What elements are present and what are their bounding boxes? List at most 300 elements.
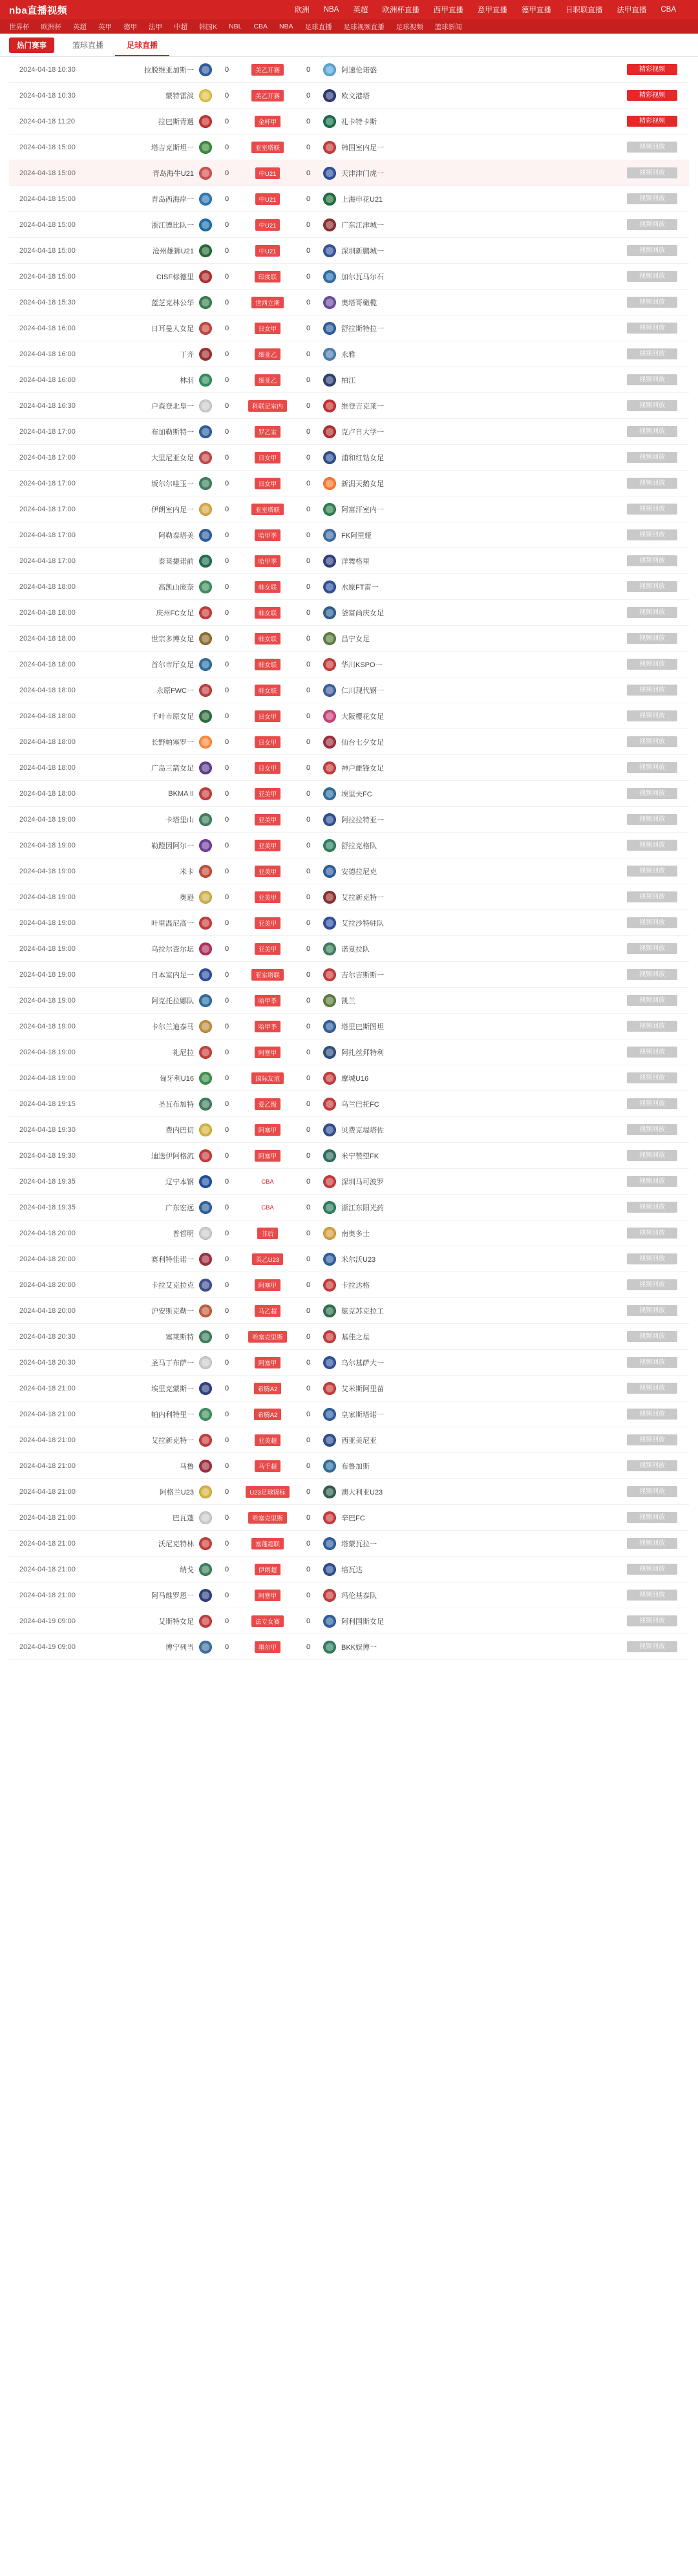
league-badge <box>238 167 297 179</box>
home-team <box>87 270 216 283</box>
league-badge <box>238 1512 297 1524</box>
table-row[interactable] <box>9 833 689 858</box>
action-cell <box>449 917 689 928</box>
away-team-name: 贝费克堤塔佐 <box>341 1126 384 1134</box>
subnav-item-13[interactable]: 足球视频 <box>396 23 423 31</box>
replay-button[interactable]: 视频回放 <box>627 555 677 566</box>
table-row[interactable] <box>9 471 689 496</box>
table-row[interactable] <box>9 1531 689 1557</box>
home-team-name: BKMA II <box>168 789 194 798</box>
replay-button[interactable]: 视频回放 <box>627 271 677 282</box>
match-score: 0 <box>224 763 229 772</box>
home-team-name: 奥逊 <box>180 893 194 902</box>
away-team-name: 艾拉新克特一 <box>341 893 384 902</box>
away-team-logo-icon <box>323 1123 336 1136</box>
replay-button[interactable]: 视频回放 <box>627 219 677 230</box>
away-team-logo-icon <box>323 891 336 904</box>
away-team-name: 加尔瓦马尔石 <box>341 273 384 281</box>
table-row[interactable] <box>9 1505 689 1531</box>
subnav-item-1[interactable]: 欧洲杯 <box>41 23 61 31</box>
table-row[interactable] <box>9 884 689 910</box>
table-row[interactable] <box>9 109 689 134</box>
table-row[interactable] <box>9 626 689 652</box>
action-cell <box>449 891 689 902</box>
league-name: 亚美甲 <box>255 917 281 929</box>
league-badge <box>238 64 297 76</box>
action-cell <box>449 1641 689 1652</box>
table-row[interactable] <box>9 962 689 988</box>
nav-item-8[interactable]: 法甲直播 <box>617 6 647 14</box>
subnav-item-6[interactable]: 中超 <box>174 23 187 31</box>
replay-button[interactable]: 视频回放 <box>627 1590 677 1601</box>
replay-button[interactable]: 视频回放 <box>627 504 677 515</box>
table-row[interactable] <box>9 1350 689 1376</box>
replay-button[interactable]: 视频回放 <box>627 142 677 153</box>
replay-button[interactable]: 视频回放 <box>627 969 677 980</box>
action-cell <box>449 1615 689 1626</box>
replay-button[interactable]: 视频回放 <box>627 840 677 851</box>
replay-button[interactable]: 视频回放 <box>627 452 677 463</box>
away-team-logo-icon <box>323 865 336 878</box>
replay-button[interactable]: 视频回放 <box>627 866 677 877</box>
replay-button[interactable]: 视频回放 <box>627 814 677 825</box>
subnav-item-10[interactable]: NBA <box>279 23 293 30</box>
table-row[interactable] <box>9 1479 689 1505</box>
watch-live-button[interactable]: 精彩视频 <box>627 116 677 127</box>
table-row[interactable] <box>9 1065 689 1091</box>
home-team <box>87 451 216 464</box>
home-team <box>87 1279 216 1292</box>
replay-button[interactable]: 视频回放 <box>627 943 677 954</box>
table-row[interactable] <box>9 1272 689 1298</box>
away-team-name: 西亚美尼亚 <box>341 1436 377 1445</box>
league-badge <box>238 1253 297 1265</box>
replay-button[interactable]: 视频回放 <box>627 1072 677 1083</box>
table-row[interactable] <box>9 212 689 238</box>
league-badge <box>238 1538 297 1549</box>
match-time: 2024-04-18 16:00 <box>19 324 76 332</box>
nav-item-0[interactable]: 欧洲 <box>294 6 310 14</box>
replay-button[interactable]: 视频回放 <box>627 891 677 902</box>
away-team-logo-icon <box>323 994 336 1007</box>
table-row[interactable] <box>9 910 689 936</box>
replay-button[interactable]: 视频回放 <box>627 1357 677 1368</box>
table-row[interactable] <box>9 936 689 962</box>
home-team-logo-icon <box>199 1485 212 1498</box>
match-time: 2024-04-18 19:00 <box>19 1048 76 1056</box>
away-team <box>319 89 449 102</box>
site-logo[interactable]: nba直播视频 <box>9 5 68 16</box>
home-team-logo-icon <box>199 632 212 645</box>
replay-button[interactable]: 视频回放 <box>627 1460 677 1471</box>
away-team-name: 布鲁加斯 <box>341 1462 370 1471</box>
away-team-logo-icon <box>323 1279 336 1292</box>
replay-button[interactable]: 视频回放 <box>627 323 677 334</box>
home-team-name: 圣瓦布加特 <box>158 1100 194 1109</box>
replay-button[interactable]: 视频回放 <box>627 788 677 799</box>
table-row[interactable] <box>9 729 689 755</box>
subnav-item-5[interactable]: 法甲 <box>149 23 162 31</box>
subnav-item-11[interactable]: 足球直播 <box>304 23 332 31</box>
replay-button[interactable]: 视频回放 <box>627 685 677 696</box>
home-team-logo-icon <box>199 322 212 335</box>
away-team-name: 乌尔基萨大一 <box>341 1359 384 1367</box>
home-team <box>87 1201 216 1214</box>
away-team-logo-icon <box>323 141 336 154</box>
league-name: 亚室塔联 <box>251 504 284 515</box>
match-score: 0 <box>224 944 229 953</box>
away-team-logo-icon <box>323 1382 336 1395</box>
away-team-name: 诺夏拉队 <box>341 945 370 953</box>
replay-button[interactable]: 视频回放 <box>627 529 677 540</box>
watch-live-button[interactable]: 精彩视频 <box>627 64 677 75</box>
table-row[interactable] <box>9 393 689 419</box>
replay-button[interactable]: 视频回放 <box>627 1564 677 1575</box>
table-row[interactable] <box>9 238 689 264</box>
away-team-name: 培瓦达 <box>341 1566 363 1574</box>
league-name: 哈塞克里斯 <box>248 1512 287 1524</box>
replay-button[interactable]: 视频回放 <box>627 1098 677 1109</box>
home-team-logo-icon <box>199 89 212 102</box>
home-team <box>87 684 216 697</box>
replay-button[interactable]: 视频回放 <box>627 1150 677 1161</box>
match-score: 0 <box>224 1125 229 1134</box>
match-score: 0 <box>224 298 229 306</box>
home-team-logo-icon <box>199 1046 212 1059</box>
table-row[interactable] <box>9 57 689 83</box>
replay-button[interactable]: 视频回放 <box>627 1253 677 1264</box>
table-row[interactable] <box>9 755 689 781</box>
subnav-item-9[interactable]: CBA <box>253 23 268 30</box>
table-row[interactable] <box>9 1401 689 1427</box>
match-time: 2024-04-18 21:00 <box>19 1591 76 1599</box>
table-row[interactable] <box>9 988 689 1014</box>
subnav-item-4[interactable]: 德甲 <box>123 23 137 31</box>
replay-button[interactable]: 视频回放 <box>627 1383 677 1394</box>
table-row[interactable] <box>9 1557 689 1582</box>
replay-button[interactable]: 视频回放 <box>627 1512 677 1523</box>
home-team-name: 蓝芝克林公华 <box>151 299 194 307</box>
action-cell <box>449 943 689 954</box>
action-cell <box>449 1409 689 1420</box>
match-time: 2024-04-18 17:00 <box>19 453 76 462</box>
replay-button[interactable]: 视频回放 <box>627 1176 677 1187</box>
away-team-logo-icon <box>323 1046 336 1059</box>
table-row[interactable] <box>9 1324 689 1350</box>
replay-button[interactable]: 视频回放 <box>627 1409 677 1420</box>
replay-button[interactable]: 视频回放 <box>627 167 677 178</box>
away-team-logo-icon <box>323 1227 336 1240</box>
replay-button[interactable]: 视频回放 <box>627 762 677 773</box>
match-score: 0 <box>224 1255 229 1263</box>
action-cell <box>449 529 689 540</box>
table-row[interactable] <box>9 1298 689 1324</box>
replay-button[interactable]: 视频回放 <box>627 659 677 670</box>
table-row[interactable] <box>9 1582 689 1608</box>
table-row[interactable] <box>9 496 689 522</box>
tab-basketball-live[interactable]: 篮球直播 <box>72 41 104 50</box>
match-time: 2024-04-18 19:00 <box>19 919 76 927</box>
league-name: 伊朗超 <box>255 1564 281 1575</box>
home-team-logo-icon <box>199 606 212 619</box>
match-score: 0 <box>224 1022 229 1030</box>
table-row[interactable] <box>9 186 689 212</box>
home-team-logo-icon <box>199 1460 212 1473</box>
table-row[interactable] <box>9 1608 689 1634</box>
table-row[interactable] <box>9 548 689 574</box>
replay-button[interactable]: 视频回放 <box>627 1434 677 1445</box>
table-row[interactable] <box>9 1453 689 1479</box>
league-badge <box>238 271 297 282</box>
match-score: 0 <box>224 531 229 539</box>
away-team-logo-icon <box>323 296 336 309</box>
away-team-name: 米尔沃U23 <box>341 1255 376 1264</box>
home-team-logo-icon <box>199 1123 212 1136</box>
table-row[interactable] <box>9 1195 689 1220</box>
replay-button[interactable]: 视频回放 <box>627 374 677 385</box>
table-row[interactable] <box>9 1169 689 1195</box>
away-team-logo-icon <box>323 710 336 723</box>
home-team <box>87 1511 216 1524</box>
table-row[interactable] <box>9 1634 689 1660</box>
away-team-name: 欧文港塔 <box>341 92 370 100</box>
away-team <box>319 1511 449 1524</box>
away-team <box>319 632 449 645</box>
table-row[interactable] <box>9 1246 689 1272</box>
home-team <box>87 1253 216 1266</box>
replay-button[interactable]: 视频回放 <box>627 297 677 308</box>
home-team <box>87 1175 216 1188</box>
home-team <box>87 322 216 335</box>
home-team-logo-icon <box>199 141 212 154</box>
match-time: 2024-04-18 15:00 <box>19 220 76 229</box>
match-time: 2024-04-18 17:00 <box>19 557 76 565</box>
hot-matches-badge[interactable]: 热门赛事 <box>9 37 54 53</box>
replay-button[interactable]: 视频回放 <box>627 400 677 411</box>
table-row[interactable] <box>9 445 689 471</box>
match-time: 2024-04-18 19:00 <box>19 893 76 901</box>
match-score-away: 0 <box>306 1203 311 1211</box>
replay-button[interactable]: 视频回放 <box>627 917 677 928</box>
table-row[interactable] <box>9 290 689 315</box>
league-name: 印度联 <box>255 271 281 282</box>
replay-button[interactable]: 视频回放 <box>627 193 677 204</box>
table-row[interactable] <box>9 367 689 393</box>
away-team-logo-icon <box>323 89 336 102</box>
away-team-logo-icon <box>323 1589 336 1602</box>
away-team-logo-icon <box>323 63 336 76</box>
replay-button[interactable]: 视频回放 <box>627 607 677 618</box>
match-time: 2024-04-18 10:30 <box>19 91 76 100</box>
table-row[interactable] <box>9 1039 689 1065</box>
match-time: 2024-04-18 21:00 <box>19 1436 76 1444</box>
match-score: 0 <box>224 350 229 358</box>
table-row[interactable] <box>9 1117 689 1143</box>
table-row[interactable] <box>9 341 689 367</box>
league-name: 韩女联 <box>255 581 281 593</box>
match-score-away: 0 <box>306 970 311 979</box>
replay-button[interactable]: 视频回放 <box>627 478 677 489</box>
league-name: 细亚乙 <box>255 348 281 360</box>
match-score: 0 <box>224 1151 229 1160</box>
match-score: 0 <box>224 841 229 849</box>
subnav-item-0[interactable]: 世界杯 <box>9 23 30 31</box>
action-cell <box>449 995 689 1006</box>
replay-button[interactable]: 视频回放 <box>627 736 677 747</box>
away-team <box>319 322 449 335</box>
league-badge <box>238 1047 297 1058</box>
home-team-logo-icon <box>199 1253 212 1266</box>
subnav-item-3[interactable]: 英甲 <box>98 23 112 31</box>
table-row[interactable] <box>9 1014 689 1039</box>
subnav-item-12[interactable]: 足球视频直播 <box>343 23 385 31</box>
match-time: 2024-04-18 16:00 <box>19 376 76 384</box>
match-time: 2024-04-18 15:00 <box>19 195 76 203</box>
table-row[interactable] <box>9 1220 689 1246</box>
replay-button[interactable]: 视频回放 <box>627 348 677 359</box>
home-team-name: 沪安斯克勒一 <box>151 1307 194 1315</box>
table-row[interactable] <box>9 703 689 729</box>
away-team-name: 摩城U16 <box>341 1074 369 1083</box>
nav-item-3[interactable]: 欧洲杯直播 <box>382 6 419 14</box>
match-time: 2024-04-18 19:30 <box>19 1125 76 1134</box>
home-team-logo-icon <box>199 761 212 774</box>
league-name: 希腾A2 <box>254 1383 282 1394</box>
home-team-name: 坂尔尔哇玉一 <box>151 480 194 488</box>
away-team-name: 浦和红钻女足 <box>341 454 384 462</box>
table-row[interactable] <box>9 574 689 600</box>
match-time: 2024-04-18 18:00 <box>19 660 76 668</box>
replay-button[interactable]: 视频回放 <box>627 1305 677 1316</box>
content-tabs <box>0 34 698 57</box>
table-row[interactable] <box>9 1427 689 1453</box>
away-team-name: 乌兰巴托FC <box>341 1100 379 1109</box>
nav-item-9[interactable]: CBA <box>661 6 676 14</box>
league-name: 亚美甲 <box>255 840 281 851</box>
replay-button[interactable]: 视频回放 <box>627 995 677 1006</box>
table-row[interactable] <box>9 807 689 833</box>
replay-button[interactable]: 视频回放 <box>627 710 677 721</box>
away-team-logo-icon <box>323 917 336 930</box>
replay-button[interactable]: 视频回放 <box>627 1486 677 1497</box>
league-badge <box>238 1357 297 1368</box>
away-team <box>319 1227 449 1240</box>
match-time: 2024-04-18 19:00 <box>19 1074 76 1082</box>
table-row[interactable] <box>9 600 689 626</box>
league-badge <box>238 814 297 825</box>
league-badge <box>238 142 297 153</box>
nav-item-7[interactable]: 日职联直播 <box>565 6 603 14</box>
table-row[interactable] <box>9 264 689 290</box>
home-team-name: 大里尼亚女足 <box>151 454 194 462</box>
match-score-away: 0 <box>306 1513 311 1522</box>
replay-button[interactable]: 视频回放 <box>627 1021 677 1032</box>
table-row[interactable] <box>9 160 689 186</box>
table-row[interactable] <box>9 419 689 445</box>
away-team-logo-icon <box>323 1615 336 1628</box>
nav-item-4[interactable]: 西甲直播 <box>433 6 463 14</box>
replay-button[interactable]: 视频回放 <box>627 581 677 592</box>
table-row[interactable] <box>9 1143 689 1169</box>
away-team-logo-icon <box>323 1460 336 1473</box>
action-cell <box>449 685 689 696</box>
away-team-logo-icon <box>323 244 336 257</box>
replay-button[interactable]: 视频回放 <box>627 245 677 256</box>
match-score: 0 <box>224 893 229 901</box>
action-cell <box>449 1460 689 1471</box>
table-row[interactable] <box>9 134 689 160</box>
table-row[interactable] <box>9 858 689 884</box>
replay-button[interactable]: 视频回放 <box>627 1641 677 1652</box>
match-time: 2024-04-18 21:00 <box>19 1513 76 1522</box>
subnav-item-2[interactable]: 英超 <box>73 23 87 31</box>
tab-football-live[interactable]: 足球直播 <box>115 36 169 56</box>
away-team-name: 艾拉沙特驻队 <box>341 919 384 928</box>
league-badge <box>238 1072 297 1084</box>
table-row[interactable] <box>9 781 689 807</box>
replay-button[interactable]: 视频回放 <box>627 1615 677 1626</box>
league-name: 哈甲季 <box>255 529 281 541</box>
league-badge <box>238 426 297 438</box>
match-score: 0 <box>224 272 229 281</box>
home-team <box>87 555 216 568</box>
replay-button[interactable]: 视频回放 <box>627 633 677 644</box>
away-team-logo-icon <box>323 1563 336 1576</box>
table-row[interactable] <box>9 1091 689 1117</box>
home-team-name: 布加勒斯特一 <box>151 428 194 436</box>
subnav-item-14[interactable]: 篮球新闻 <box>434 23 462 31</box>
table-row[interactable] <box>9 522 689 548</box>
table-row[interactable] <box>9 652 689 677</box>
nav-item-1[interactable]: NBA <box>323 6 339 14</box>
nav-item-2[interactable]: 英超 <box>353 6 368 14</box>
secondary-nav <box>0 19 698 34</box>
table-row[interactable] <box>9 83 689 109</box>
table-row[interactable] <box>9 677 689 703</box>
away-team-logo-icon <box>323 1434 336 1447</box>
away-team <box>319 503 449 516</box>
replay-button[interactable]: 视频回放 <box>627 1228 677 1239</box>
replay-button[interactable]: 视频回放 <box>627 1202 677 1213</box>
replay-button[interactable]: 视频回放 <box>627 1279 677 1290</box>
home-team-logo-icon <box>199 529 212 542</box>
nav-item-6[interactable]: 德甲直播 <box>521 6 551 14</box>
home-team-name: 阿马维罗恩一 <box>151 1591 194 1600</box>
match-score: 0 <box>224 789 229 798</box>
replay-button[interactable]: 视频回放 <box>627 1124 677 1135</box>
match-score-away: 0 <box>306 91 311 100</box>
match-score: 0 <box>224 712 229 720</box>
action-cell <box>449 1098 689 1109</box>
home-team-logo-icon <box>199 399 212 412</box>
watch-live-button[interactable]: 精彩视频 <box>627 90 677 101</box>
action-cell <box>449 1538 689 1549</box>
subnav-item-8[interactable]: NBL <box>229 23 242 30</box>
replay-button[interactable]: 视频回放 <box>627 426 677 437</box>
home-team-name: 艾拉新克特一 <box>151 1436 194 1445</box>
match-score: 0 <box>224 1203 229 1211</box>
replay-button[interactable]: 视频回放 <box>627 1331 677 1342</box>
match-time: 2024-04-18 15:00 <box>19 143 76 151</box>
table-row[interactable] <box>9 315 689 341</box>
replay-button[interactable]: 视频回放 <box>627 1538 677 1549</box>
nav-item-5[interactable]: 意甲直播 <box>477 6 507 14</box>
league-badge <box>238 1279 297 1291</box>
replay-button[interactable]: 视频回放 <box>627 1047 677 1058</box>
subnav-item-7[interactable]: 韩国K <box>199 23 218 31</box>
match-score-away: 0 <box>306 505 311 513</box>
table-row[interactable] <box>9 1376 689 1401</box>
